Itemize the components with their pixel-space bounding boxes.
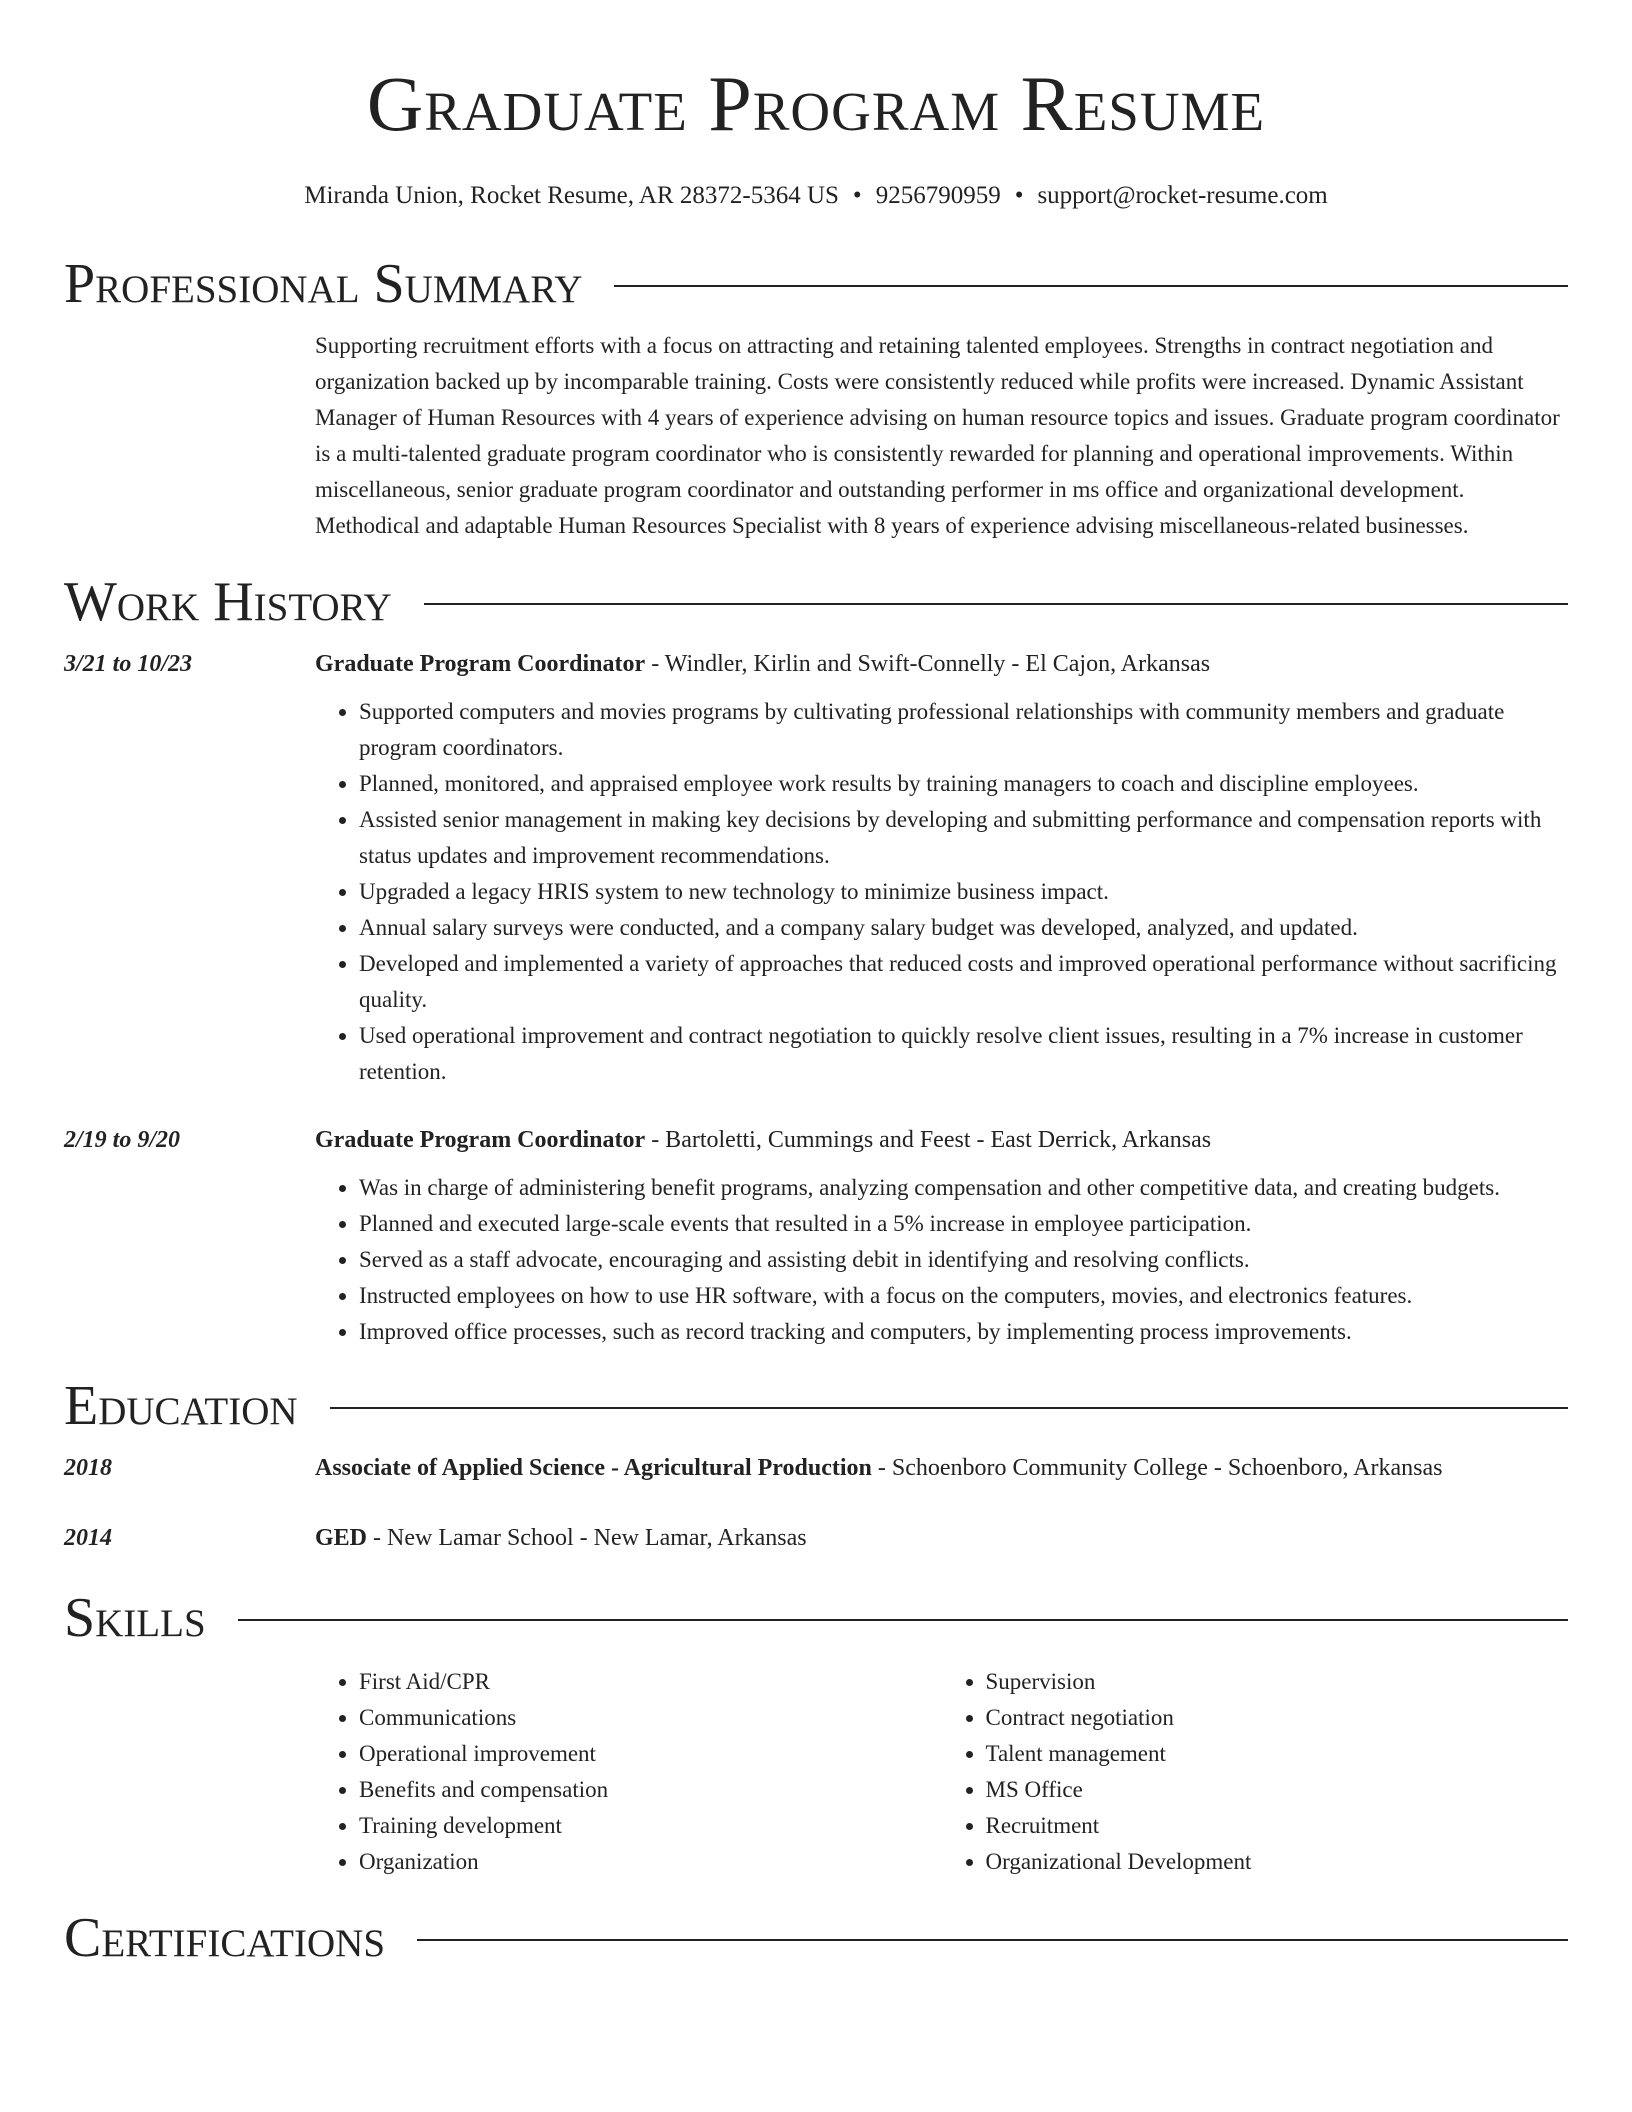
job-heading [315, 644, 1568, 684]
summary-section-header [64, 250, 1568, 318]
skills-column-right [942, 1664, 1569, 1880]
certifications-section-header [64, 1904, 1568, 1972]
skill-item: • Recruitment [986, 1808, 1569, 1844]
job-bullet: • Upgraded a legacy HRIS system to new technology to minimize business impact. [359, 874, 1568, 910]
education-content [315, 1448, 1568, 1488]
education-school: - New Lamar School - New Lamar, Arkansas [367, 1525, 807, 1551]
contact-phone: 9256790959 [875, 182, 1001, 209]
section-title-education: Education [64, 1375, 298, 1437]
job-employer: - Bartoletti, Cummings and Feest - East Derrick, Arkansas [645, 1127, 1212, 1153]
job-bullet: • Developed and implemented a variety of approaches that reduced costs and improved operational performance without sacrificing quality. [359, 946, 1568, 1018]
section-title-certifications: Certifications [64, 1907, 386, 1969]
skill-item: • MS Office [986, 1772, 1569, 1808]
job-bullet: • Planned, monitored, and appraised employee work results by training managers to coach and discipline employees. [359, 766, 1568, 802]
job-content [315, 644, 1568, 1090]
job-bullet: • Served as a staff advocate, encouraging and assisting debit in identifying and resolving conflicts. [359, 1242, 1568, 1278]
education-content [315, 1518, 1568, 1558]
education-entry [64, 1448, 1568, 1488]
section-title-work: Work History [64, 571, 392, 633]
education-year: 2014 [64, 1525, 112, 1551]
skill-item: • Communications [359, 1700, 942, 1736]
job-bullet: • Supported computers and movies programs by cultivating professional relationships with community members and graduate program coordinators. [359, 694, 1568, 766]
skill-item: • Supervision [986, 1664, 1569, 1700]
education-entry [64, 1518, 1568, 1558]
skills-column-left [315, 1664, 942, 1880]
job-bullet: • Improved office processes, such as record tracking and computers, by implementing process improvements. [359, 1314, 1568, 1350]
job-entry [64, 644, 1568, 1090]
skill-item: • Training development [359, 1808, 942, 1844]
section-title-summary: Professional Summary [64, 253, 583, 315]
skill-item: • Contract negotiation [986, 1700, 1569, 1736]
skill-item: • Benefits and compensation [359, 1772, 942, 1808]
skill-item: • Operational improvement [359, 1736, 942, 1772]
contact-separator: • [852, 182, 862, 209]
job-bullet: • Instructed employees on how to use HR software, with a focus on the computers, movies, and electronics features. [359, 1278, 1568, 1314]
section-divider [417, 1939, 1568, 1941]
education-degree: GED [315, 1525, 368, 1551]
education-section-header [64, 1372, 1568, 1440]
job-title: Graduate Program Coordinator [315, 651, 646, 677]
job-content [315, 1120, 1568, 1350]
job-dates: 3/21 to 10/23 [64, 651, 193, 677]
contact-address: Miranda Union, Rocket Resume, AR 28372-5364 US [304, 182, 839, 209]
job-heading [315, 1120, 1568, 1160]
skill-item: • Organizational Development [986, 1844, 1569, 1880]
job-entry [64, 1120, 1568, 1350]
job-bullet: • Was in charge of administering benefit programs, analyzing compensation and other competitive data, and creating budgets. [359, 1170, 1568, 1206]
contact-separator: • [1014, 182, 1024, 209]
job-dates: 2/19 to 9/20 [64, 1127, 181, 1153]
education-year: 2018 [64, 1455, 112, 1481]
section-divider [424, 603, 1568, 605]
education-school: - Schoenboro Community College - Schoenboro, Arkansas [871, 1455, 1443, 1481]
job-bullets [315, 1170, 1568, 1350]
resume-page [64, 0, 1568, 1972]
work-section-header [64, 568, 1568, 636]
job-bullet: • Planned and executed large-scale events that resulted in a 5% increase in employee participation. [359, 1206, 1568, 1242]
skill-item: • Talent management [986, 1736, 1569, 1772]
skill-item: • Organization [359, 1844, 942, 1880]
section-divider [614, 285, 1568, 287]
skills-section-header [64, 1584, 1568, 1652]
job-employer: - Windler, Kirlin and Swift-Connelly - El Cajon, Arkansas [645, 651, 1211, 677]
job-bullet: • Assisted senior management in making key decisions by developing and submitting performance and compensation reports with status updates and improvement recommendations. [359, 802, 1568, 874]
skills-list [315, 1664, 1568, 1880]
education-degree: Associate of Applied Science - Agricultural Production [315, 1455, 872, 1481]
job-bullet: • Annual salary surveys were conducted, and a company salary budget was developed, analyzed, and updated. [359, 910, 1568, 946]
job-title: Graduate Program Coordinator [315, 1127, 646, 1153]
job-bullets [315, 694, 1568, 1090]
section-divider [238, 1619, 1568, 1621]
section-divider [330, 1407, 1568, 1409]
section-title-skills: Skills [64, 1587, 206, 1649]
resume-title: Graduate Program Resume [366, 60, 1266, 147]
summary-text: Supporting recruitment efforts with a focus on attracting and retaining talented employees. Strengths in contract negotiation and organization backed up by incomparable training. Costs were consistently reduced while profits were increased. Dynamic Assistant Manager of Human Resources with 4 years of experience advising on human resource topics and issues. Graduate program coordinator is a multi-talented graduate program coordinator who is consistently rewarded for planning and operational improvements. Within miscellaneous, senior graduate program coordinator and outstanding performer in ms office and organizational development. Methodical and adaptable Human Resources Specialist with 8 years of experience advising miscellaneous-related businesses. [315, 333, 1560, 538]
contact-email: support@rocket-resume.com [1037, 182, 1328, 209]
job-bullet: • Used operational improvement and contract negotiation to quickly resolve client issues, resulting in a 7% increase in customer retention. [359, 1018, 1568, 1090]
contact-line [64, 180, 1568, 212]
skill-item: • First Aid/CPR [359, 1664, 942, 1700]
